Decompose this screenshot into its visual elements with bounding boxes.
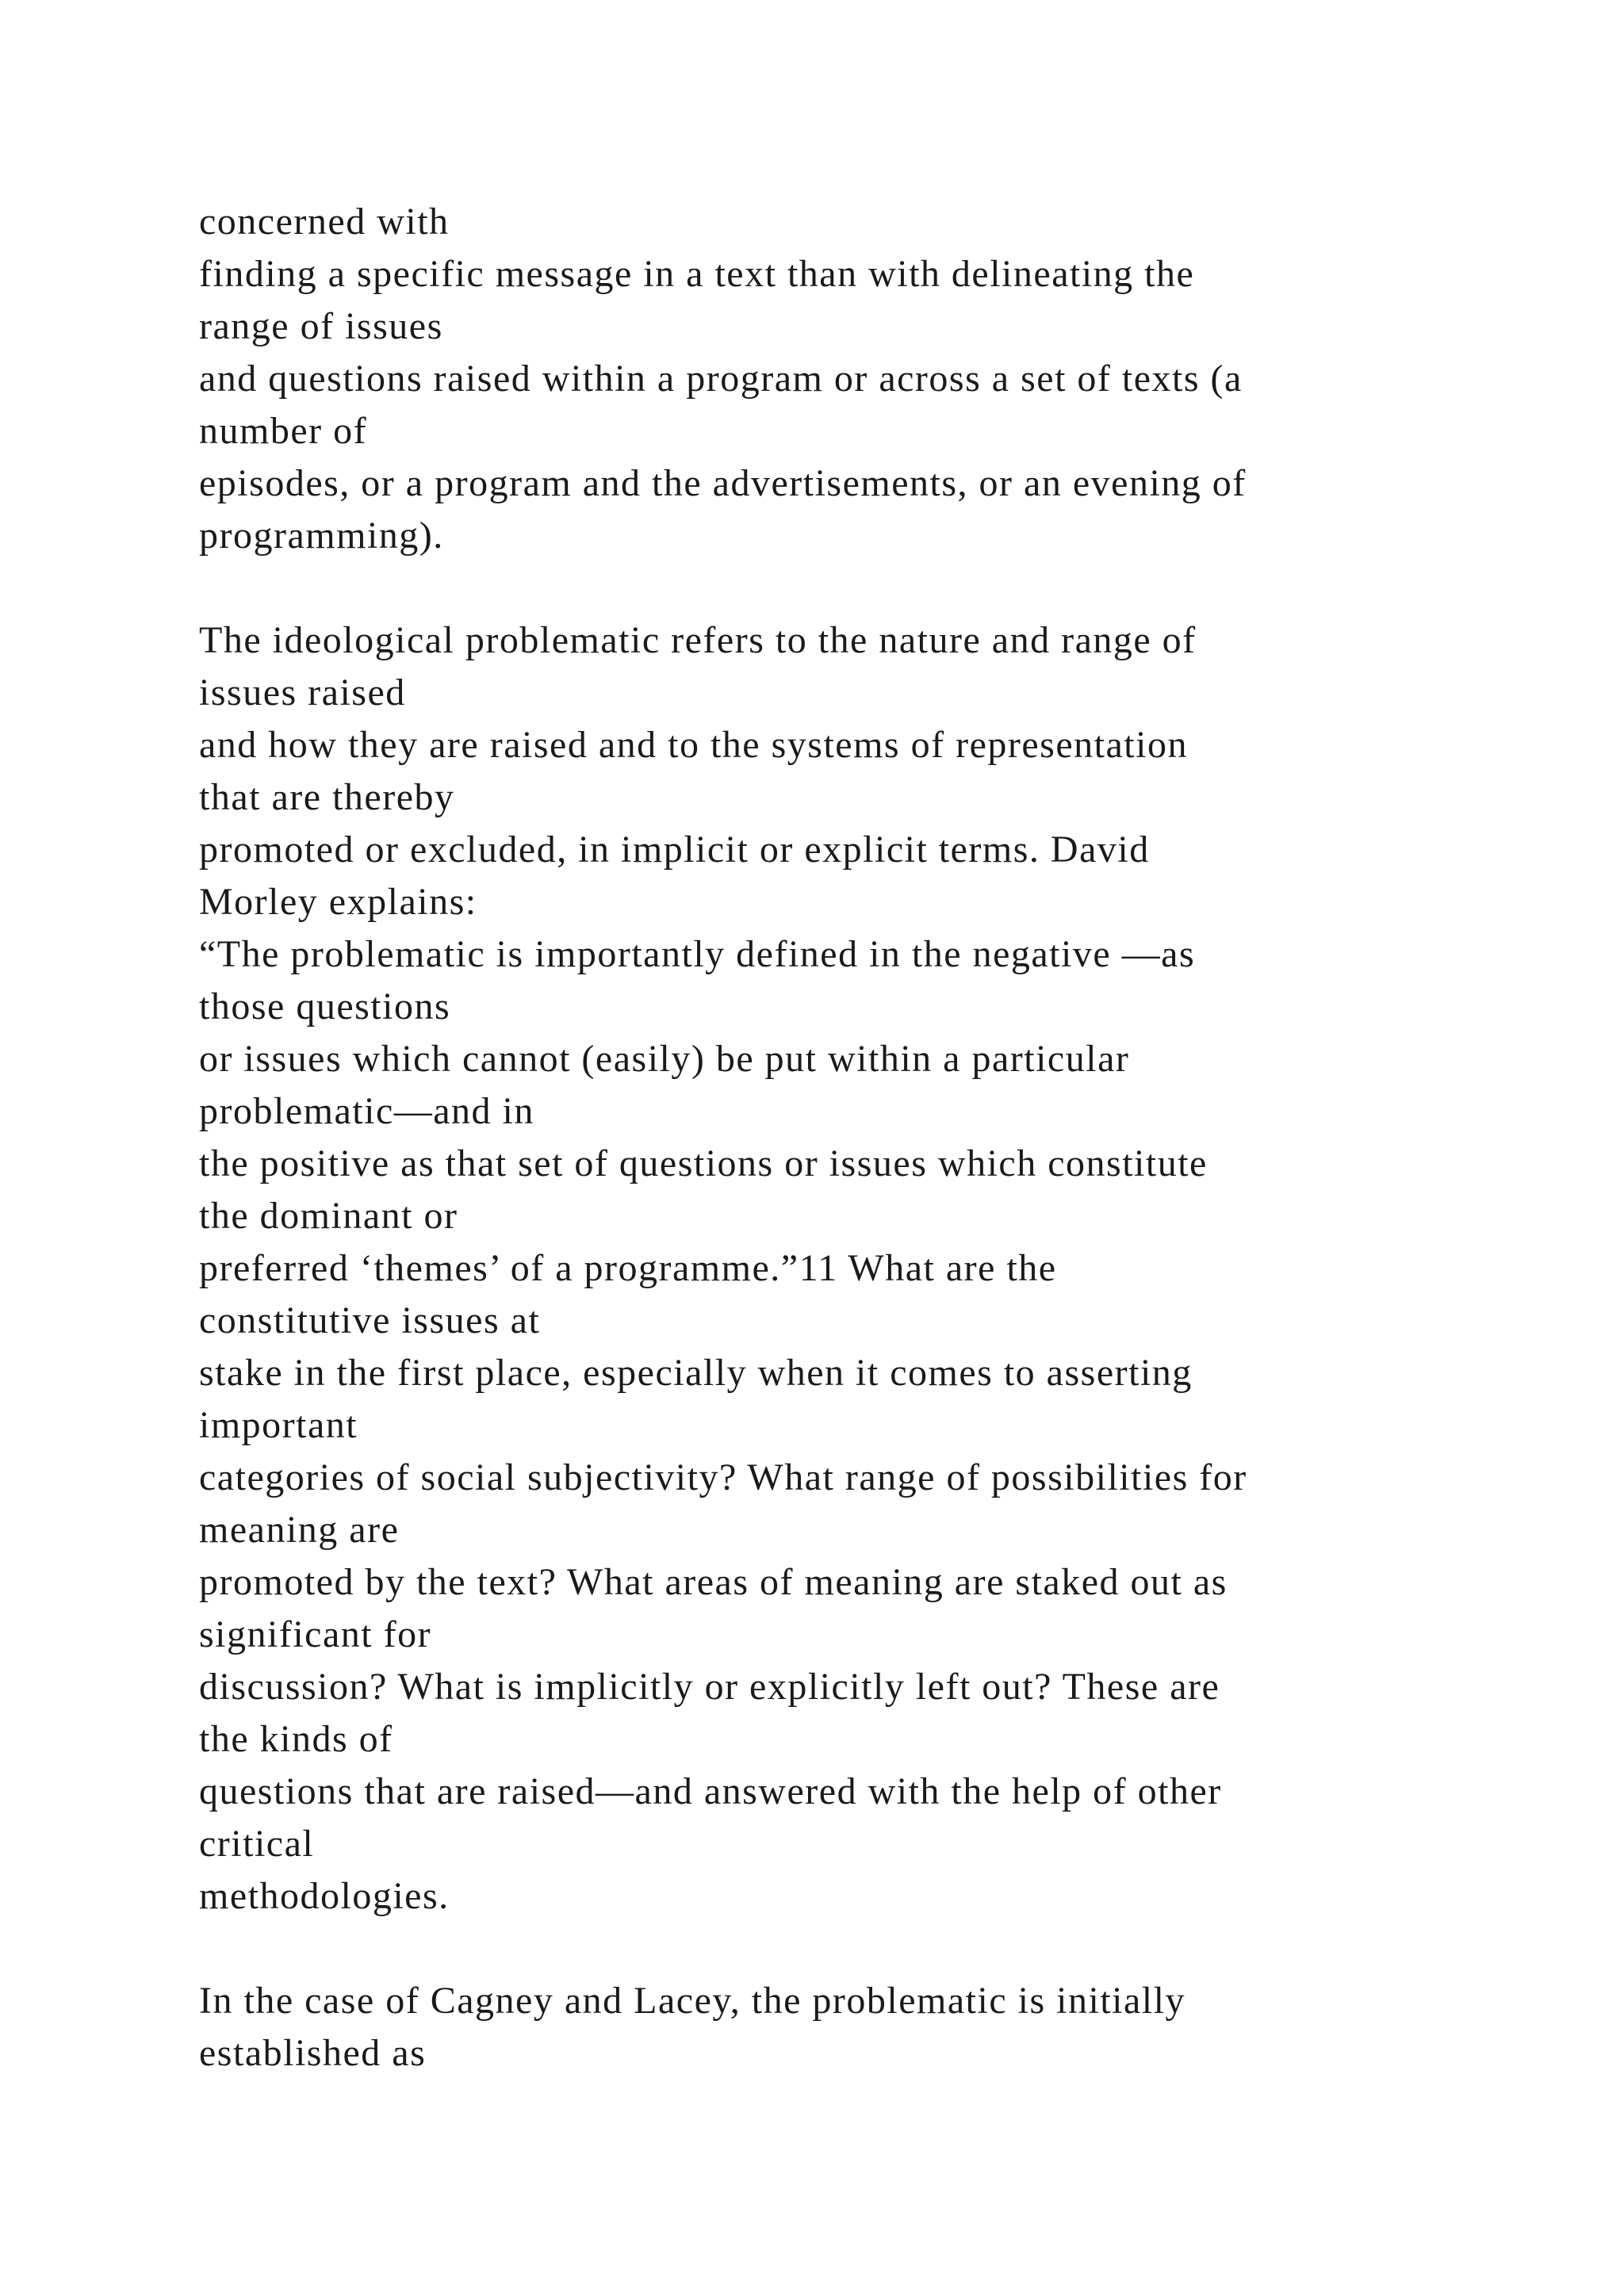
text-line: finding a specific message in a text than with delineating the [199,253,1195,295]
text-line: and how they are raised and to the systems of representation [199,724,1188,766]
text-line: categories of social subjectivity? What range of possibilities for [199,1456,1247,1498]
paragraph-1 [199,196,1563,562]
text-line: concerned with [199,201,450,243]
text-line: important [199,1404,358,1446]
text-line: range of issues [199,305,443,347]
text-line: preferred ‘themes’ of a programme.”11 What are the [199,1247,1057,1289]
text-line: programming). [199,515,444,557]
text-line: the dominant or [199,1195,458,1237]
text-line: those questions [199,985,451,1027]
text-line: critical [199,1823,315,1865]
text-line: problematic—and in [199,1090,534,1132]
text-line: constitutive issues at [199,1299,541,1341]
text-line: promoted by the text? What areas of meaning are staked out as [199,1561,1228,1603]
paragraph-3 [199,1975,1563,2080]
text-line: that are thereby [199,776,455,818]
text-line: the positive as that set of questions or issues which constitute [199,1142,1208,1184]
text-line: the kinds of [199,1718,393,1760]
text-line: In the case of Cagney and Lacey, the problematic is initially [199,1980,1185,2022]
text-line: methodologies. [199,1875,450,1917]
text-line: discussion? What is implicitly or explicitly left out? These are [199,1666,1220,1708]
text-line: issues raised [199,672,406,714]
text-line: or issues which cannot (easily) be put within a particular [199,1038,1130,1080]
document-body [199,196,1563,2132]
text-line: episodes, or a program and the advertisements, or an evening of [199,462,1247,504]
text-line: promoted or excluded, in implicit or explicit terms. David [199,828,1150,871]
text-line: stake in the first place, especially when it comes to asserting [199,1352,1193,1394]
text-line: and questions raised within a program or across a set of texts (a [199,358,1243,400]
text-line: meaning are [199,1509,400,1551]
text-line: significant for [199,1613,432,1655]
text-line: questions that are raised—and answered with the help of other [199,1770,1222,1812]
text-line: number of [199,410,368,452]
text-line: “The problematic is importantly defined in the negative —as [199,933,1196,975]
text-line: Morley explains: [199,881,477,923]
text-line: established as [199,2032,427,2074]
paragraph-2 [199,614,1563,1923]
text-line: The ideological problematic refers to the nature and range of [199,619,1197,661]
